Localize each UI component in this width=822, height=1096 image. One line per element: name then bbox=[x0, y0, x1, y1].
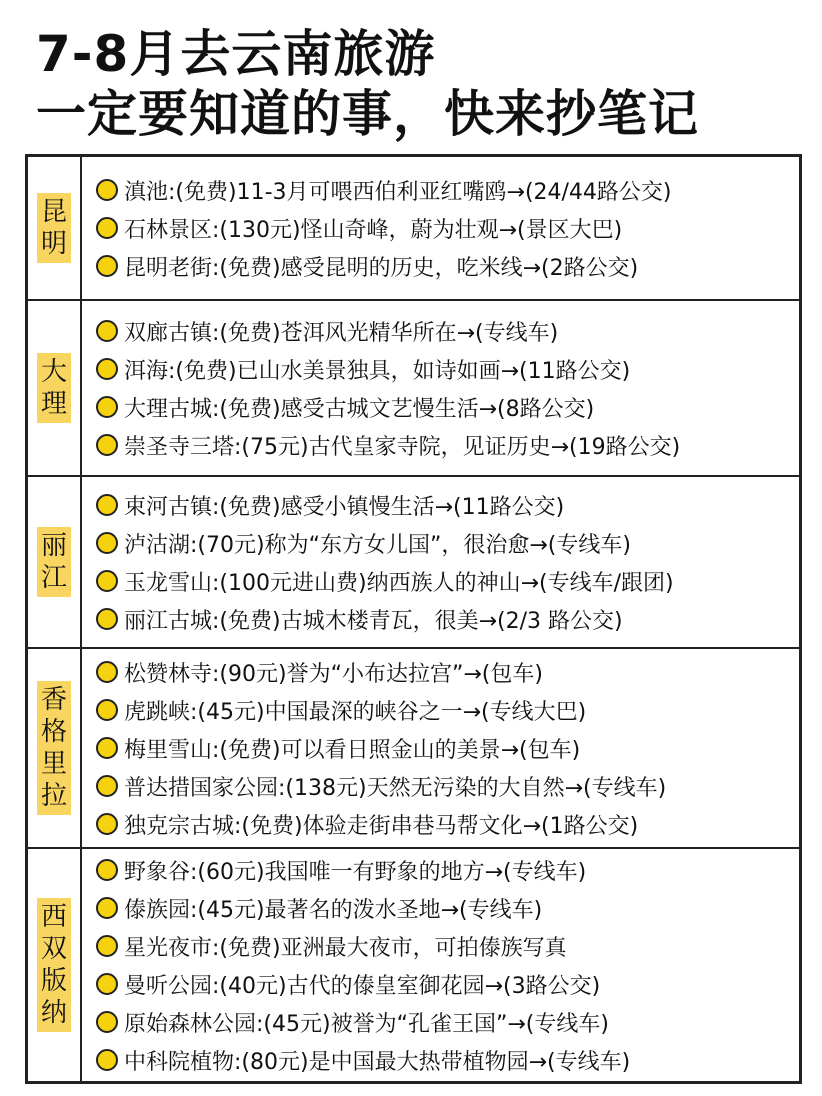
list-item bbox=[96, 805, 799, 843]
list-item bbox=[96, 851, 799, 889]
item-text: 野象谷:(60元)我国唯一有野象的地方→(专线车) bbox=[124, 859, 587, 885]
city-cell bbox=[28, 849, 82, 1081]
list-item bbox=[96, 209, 799, 247]
yellow-dot-icon bbox=[96, 434, 118, 456]
list-item bbox=[96, 1003, 799, 1041]
yellow-dot-icon bbox=[96, 608, 118, 630]
list-item bbox=[96, 691, 799, 729]
city-label: 西双版纳 bbox=[37, 898, 71, 1032]
list-item bbox=[96, 562, 799, 600]
item-text: 独克宗古城:(免费)体验走街串巷马帮文化→(1路公交) bbox=[124, 813, 639, 839]
item-list bbox=[82, 157, 799, 299]
yellow-dot-icon bbox=[96, 813, 118, 835]
list-item bbox=[96, 350, 799, 388]
item-list bbox=[82, 301, 799, 475]
yellow-dot-icon bbox=[96, 396, 118, 418]
yellow-dot-icon bbox=[96, 320, 118, 342]
list-item bbox=[96, 600, 799, 638]
yellow-dot-icon bbox=[96, 358, 118, 380]
item-text: 普达措国家公园:(138元)天然无污染的大自然→(专线车) bbox=[124, 775, 667, 801]
list-item bbox=[96, 965, 799, 1003]
yellow-dot-icon bbox=[96, 1049, 118, 1071]
list-item bbox=[96, 767, 799, 805]
item-text: 玉龙雪山:(100元进山费)纳西族人的神山→(专线车/跟团) bbox=[124, 570, 674, 596]
city-section bbox=[28, 299, 799, 475]
city-cell bbox=[28, 649, 82, 847]
city-cell bbox=[28, 301, 82, 475]
yellow-dot-icon bbox=[96, 661, 118, 683]
item-text: 曼听公园:(40元)古代的傣皇室御花园→(3路公交) bbox=[124, 973, 601, 999]
yellow-dot-icon bbox=[96, 737, 118, 759]
yellow-dot-icon bbox=[96, 1011, 118, 1033]
yellow-dot-icon bbox=[96, 897, 118, 919]
item-text: 大理古城:(免费)感受古城文艺慢生活→(8路公交) bbox=[124, 396, 595, 422]
item-text: 束河古镇:(免费)感受小镇慢生活→(11路公交) bbox=[124, 494, 565, 520]
item-text: 原始森林公园:(45元)被誉为“孔雀王国”→(专线车) bbox=[124, 1011, 609, 1037]
city-label: 大理 bbox=[37, 353, 71, 423]
list-item bbox=[96, 486, 799, 524]
list-item bbox=[96, 927, 799, 965]
item-list bbox=[82, 649, 799, 847]
item-text: 中科院植物:(80元)是中国最大热带植物园→(专线车) bbox=[124, 1049, 631, 1075]
list-item bbox=[96, 1041, 799, 1079]
yellow-dot-icon bbox=[96, 494, 118, 516]
yellow-dot-icon bbox=[96, 935, 118, 957]
list-item bbox=[96, 889, 799, 927]
list-item bbox=[96, 312, 799, 350]
item-text: 洱海:(免费)已山水美景独具，如诗如画→(11路公交) bbox=[124, 358, 631, 384]
list-item bbox=[96, 247, 799, 285]
list-item bbox=[96, 388, 799, 426]
list-item bbox=[96, 524, 799, 562]
list-item bbox=[96, 653, 799, 691]
title-line-1: 7-8月去云南旅游 bbox=[36, 25, 436, 83]
city-section bbox=[28, 847, 799, 1081]
list-item bbox=[96, 426, 799, 464]
attractions-table bbox=[25, 154, 802, 1084]
item-text: 松赞林寺:(90元)誉为“小布达拉宫”→(包车) bbox=[124, 661, 543, 687]
city-label: 昆明 bbox=[37, 193, 71, 263]
city-section bbox=[28, 647, 799, 847]
city-section bbox=[28, 157, 799, 299]
item-text: 虎跳峡:(45元)中国最深的峡谷之一→(专线大巴) bbox=[124, 699, 587, 725]
item-text: 昆明老街:(免费)感受昆明的历史，吃米线→(2路公交) bbox=[124, 255, 639, 281]
list-item bbox=[96, 171, 799, 209]
yellow-dot-icon bbox=[96, 217, 118, 239]
yellow-dot-icon bbox=[96, 699, 118, 721]
item-text: 梅里雪山:(免费)可以看日照金山的美景→(包车) bbox=[124, 737, 581, 763]
page-title bbox=[36, 24, 699, 144]
yellow-dot-icon bbox=[96, 255, 118, 277]
yellow-dot-icon bbox=[96, 179, 118, 201]
item-list bbox=[82, 477, 799, 647]
item-list bbox=[82, 849, 799, 1081]
yellow-dot-icon bbox=[96, 570, 118, 592]
city-cell bbox=[28, 157, 82, 299]
title-line-2: 一定要知道的事，快来抄笔记 bbox=[36, 85, 699, 143]
item-text: 崇圣寺三塔:(75元)古代皇家寺院，见证历史→(19路公交) bbox=[124, 434, 681, 460]
item-text: 星光夜市:(免费)亚洲最大夜市，可拍傣族写真 bbox=[124, 935, 567, 961]
yellow-dot-icon bbox=[96, 775, 118, 797]
list-item bbox=[96, 729, 799, 767]
yellow-dot-icon bbox=[96, 973, 118, 995]
city-section bbox=[28, 475, 799, 647]
yellow-dot-icon bbox=[96, 859, 118, 881]
city-cell bbox=[28, 477, 82, 647]
item-text: 丽江古城:(免费)古城木楼青瓦，很美→(2/3 路公交) bbox=[124, 608, 623, 634]
item-text: 傣族园:(45元)最著名的泼水圣地→(专线车) bbox=[124, 897, 543, 923]
item-text: 双廊古镇:(免费)苍洱风光精华所在→(专线车) bbox=[124, 320, 559, 346]
yellow-dot-icon bbox=[96, 532, 118, 554]
city-label: 香格里拉 bbox=[37, 681, 71, 815]
item-text: 石林景区:(130元)怪山奇峰，蔚为壮观→(景区大巴) bbox=[124, 217, 623, 243]
item-text: 滇池:(免费)11-3月可喂西伯利亚红嘴鸥→(24/44路公交) bbox=[124, 179, 672, 205]
item-text: 泸沽湖:(70元)称为“东方女儿国”，很治愈→(专线车) bbox=[124, 532, 631, 558]
city-label: 丽江 bbox=[37, 527, 71, 597]
